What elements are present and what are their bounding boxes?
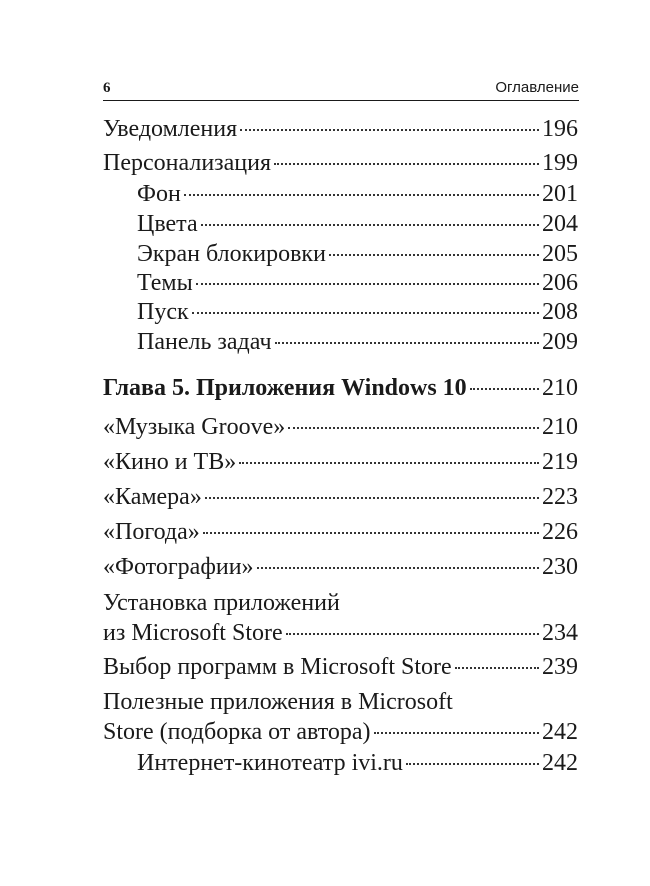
dot-leader [203,532,539,534]
dot-leader [374,732,539,734]
dot-leader [286,633,539,635]
toc-entry [103,687,578,747]
toc-entry-title: Интернет-кинотеатр ivi.ru [137,750,403,776]
toc-entry-page: 226 [542,519,578,545]
toc-entry [103,652,578,682]
toc-entry-title: «Камера» [103,484,202,510]
toc-entry-page: 242 [542,750,578,776]
toc-entry-page: 209 [542,329,578,355]
toc-entry [103,114,578,144]
toc-entry-page: 223 [542,484,578,510]
dot-leader [329,254,539,256]
dot-leader [274,163,539,165]
dot-leader [257,567,539,569]
toc-entry-title: Пуск [137,299,189,325]
toc-entry-title: Уведомления [103,116,238,142]
dot-leader [196,283,539,285]
dot-leader [192,312,539,314]
toc-entry-page: 230 [542,554,578,580]
dot-leader [240,129,539,131]
toc-entry-page: 208 [542,299,578,325]
toc-entry-title: Store (подборка от автора) [103,719,371,745]
toc-entry-page: 201 [542,181,578,207]
toc-entry-page: 210 [542,375,578,401]
toc-entry [103,588,578,648]
toc-subentry [137,297,578,327]
toc-subentry [137,209,578,239]
dot-leader [239,462,539,464]
dot-leader [205,497,539,499]
toc-entry-title: Цвета [137,211,198,237]
toc-entry-title: Темы [137,270,193,296]
toc-entry-page: 204 [542,211,578,237]
toc-chapter-entry [103,373,578,403]
toc-entry [103,482,578,512]
toc-subentry [137,179,578,209]
toc-chapter-title: Глава 5. Приложения Windows 10 [103,375,467,401]
toc-entry-title: Экран блокировки [137,241,326,267]
toc-entry [103,517,578,547]
dot-leader [201,224,539,226]
toc-subentry [137,327,578,357]
toc-entry-title: «Погода» [103,519,200,545]
dot-leader [288,427,539,429]
toc-entry-page: 242 [542,719,578,745]
toc-entry-title: из Microsoft Store [103,620,283,646]
toc-entry-page: 196 [542,116,578,142]
toc-entry-title-line1: Установка приложений [103,590,340,616]
toc-entry-page: 239 [542,654,578,680]
page-number: 6 [103,80,111,96]
toc-entry [103,148,578,178]
toc-entry-page: 205 [542,241,578,267]
dot-leader [275,342,539,344]
toc-entry-title-line1: Полезные приложения в Microsoft [103,689,453,715]
toc-subentry [137,239,578,269]
toc-entry-title: Фон [137,181,181,207]
toc-entry-title: «Кино и ТВ» [103,449,237,475]
toc-entry-page: 219 [542,449,578,475]
toc-entry-title: «Фотографии» [103,554,254,580]
toc-entry-page: 210 [542,414,578,440]
toc-entry-page: 234 [542,620,578,646]
dot-leader [470,388,539,390]
toc-subentry [137,748,578,778]
toc-entry-page: 206 [542,270,578,296]
dot-leader [184,194,539,196]
toc-entry-title: Панель задач [137,329,272,355]
toc-entry [103,412,578,442]
toc-subentry [137,268,578,298]
running-title: Оглавление [495,79,579,96]
toc-entry-page: 199 [542,150,578,176]
toc-entry-title: Выбор программ в Microsoft Store [103,654,452,680]
toc-entry [103,447,578,477]
dot-leader [406,763,539,765]
page-header [103,78,579,101]
toc-entry-title: Персонализация [103,150,272,176]
toc-entry [103,552,578,582]
dot-leader [455,667,539,669]
toc-entry-title: «Музыка Groove» [103,414,286,440]
